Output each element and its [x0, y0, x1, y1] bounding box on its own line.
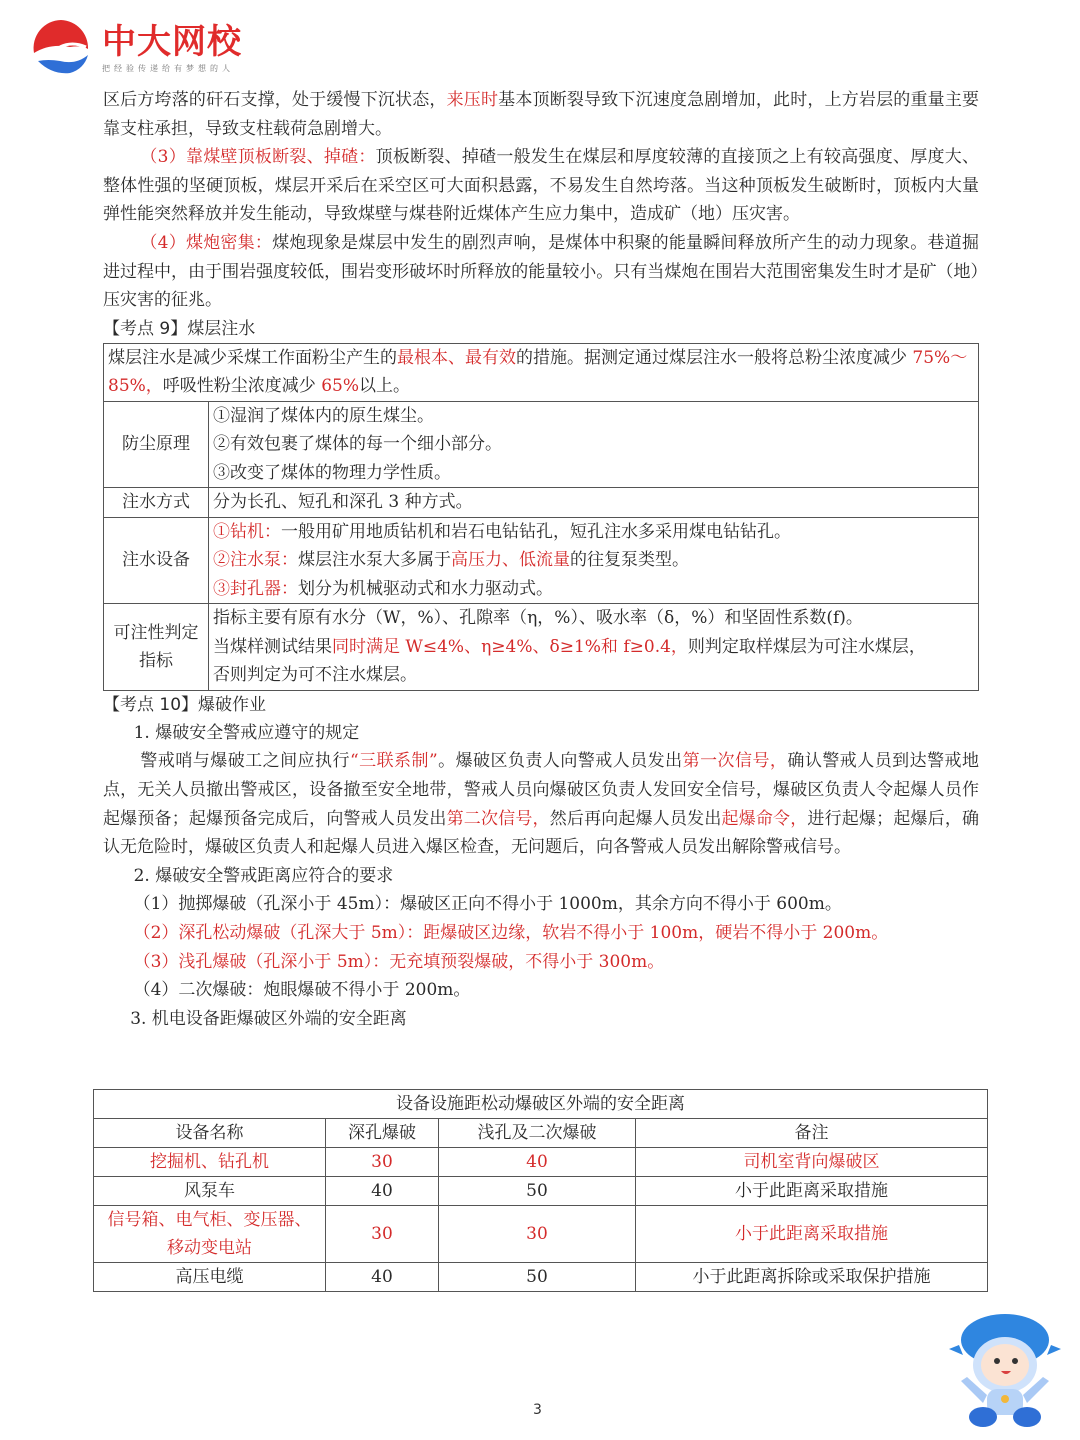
cell: 40	[439, 1148, 636, 1177]
cell: 挖掘机、钻孔机	[94, 1148, 326, 1177]
highlight: 第二次信号，	[446, 808, 550, 829]
row-label: 注水方式	[104, 488, 209, 518]
text: 基本顶断裂导致下沉速度急剧增加，此时，上方岩层的重量主要靠支柱承担，导致支柱载荷急剧增大。	[103, 90, 980, 139]
text: 区后方垮落的矸石支撑，处于缓慢下沉状态，	[103, 90, 447, 110]
line	[213, 546, 974, 575]
column-header: 备注	[636, 1119, 988, 1148]
row-content	[209, 604, 979, 691]
highlight: 65%	[321, 376, 359, 397]
highlight: ③封孔器：	[213, 578, 298, 599]
highlight: 高压力、低流量	[451, 550, 570, 571]
cell: 50	[439, 1177, 636, 1206]
cell: 小于此距离拆除或采取保护措施	[636, 1263, 988, 1292]
text: 然后再向起爆人员发出	[549, 808, 722, 829]
text: 呼吸性粉尘浓度减少	[162, 376, 322, 397]
text: 警戒哨与爆破工之间应执行	[140, 751, 350, 772]
brand-logo	[30, 18, 242, 78]
line: 否则判定为可不注水煤层。	[213, 665, 417, 686]
row-content	[209, 401, 979, 488]
document-body	[103, 86, 979, 1033]
list-item: （4）二次爆破：炮眼爆破不得小于 200m。	[133, 980, 471, 1001]
text: 。爆破区负责人向警戒人员发出	[437, 751, 683, 772]
table-row	[104, 488, 979, 518]
logo-title: 中大网校	[102, 21, 242, 62]
line	[213, 575, 974, 604]
astronaut-mascot-icon	[945, 1305, 1065, 1430]
text: 顶板断裂、掉碴一般发生在煤层和厚度较薄的直接顶之上有较高强度、厚度大、整体性强的坚硬顶板，煤层开采后在采空区可大面积悬露，不易发生自然垮落。当这种顶板发生破断时，顶板内大量弹性能突然释放并发生能动，导致煤壁与煤巷附近煤体产生应力集中，造成矿（地）压灾害。	[103, 147, 979, 225]
cell: 50	[439, 1263, 636, 1292]
section-heading-10: 【考点 10】爆破作业	[103, 694, 267, 715]
line: ③改变了煤体的物理力学性质。	[213, 462, 451, 483]
row-content	[209, 517, 979, 604]
text: 则判定取样煤层为可注水煤层，	[687, 636, 926, 657]
row-label: 可注性判定指标	[104, 604, 209, 691]
row-label: 防尘原理	[104, 401, 209, 488]
cell: 司机室背向爆破区	[636, 1148, 988, 1177]
table-row	[104, 401, 979, 488]
column-header: 深孔爆破	[326, 1119, 439, 1148]
table-row	[94, 1263, 988, 1292]
cell: 风泵车	[94, 1177, 326, 1206]
cell: 小于此距离采取措施	[636, 1177, 988, 1206]
line	[213, 518, 974, 547]
row-label: 注水设备	[104, 517, 209, 604]
coal-seam-water-injection-table	[103, 343, 979, 691]
text: 煤层注水是减少采煤工作面粉尘产生的	[108, 347, 397, 368]
list-item: （3）浅孔爆破（孔深小于 5m）：无充填预裂爆破，不得小于 300m。	[133, 951, 665, 972]
cell: 30	[326, 1148, 439, 1177]
text: 煤层注水泵大多属于	[298, 550, 451, 571]
text: 确认警戒人员到达警戒地点，无关人员撤出警戒区，设备撤至安全地带，警戒人员向爆破区负责人发回安全信号，爆破区负责人令起爆人员作起爆预备；起爆预备完成后，向警戒人员发出	[103, 751, 980, 829]
text: 的往复泵类型。	[570, 550, 689, 571]
table-caption-row	[94, 1090, 988, 1119]
line: ①湿润了煤体内的原生煤尘。	[213, 405, 434, 426]
highlight: 75%～85%，	[108, 347, 968, 397]
table-header-row	[94, 1119, 988, 1148]
cell: 30	[439, 1206, 636, 1263]
table-caption: 设备设施距松动爆破区外端的安全距离	[94, 1090, 988, 1119]
line: 指标主要有原有水分（W，%）、孔隙率（η，%）、吸水率（δ，%）和坚固性系数(f)。	[213, 608, 863, 629]
highlight: 起爆命令，	[721, 808, 808, 829]
paragraph-three-contact	[103, 747, 979, 861]
highlight: “三联系制”	[349, 751, 438, 772]
highlight: （4）煤炮密集：	[140, 232, 273, 253]
text: 一般用矿用地质钻机和岩石电钻钻孔，短孔注水多采用煤电钻钻孔。	[281, 521, 791, 542]
subsection-title-2: 2. 爆破安全警戒距离应符合的要求	[133, 865, 394, 886]
subsection-title-1: 1. 爆破安全警戒应遵守的规定	[133, 722, 360, 743]
highlight: ①钻机：	[213, 521, 281, 542]
text: 进行起爆；起爆后，确认无危险时，爆破区负责人和起爆人员进入爆区检查，无问题后，向各警戒人员发出解除警戒信号。	[103, 808, 980, 858]
cell: 30	[326, 1206, 439, 1263]
highlight: ②注水泵：	[213, 550, 298, 571]
table-row	[104, 343, 979, 401]
paragraph-coal-burst	[103, 229, 979, 315]
text: 当煤样测试结果	[213, 636, 332, 657]
cell: 40	[326, 1177, 439, 1206]
line	[213, 633, 974, 662]
cell: 信号箱、电气柜、变压器、移动变电站	[94, 1206, 326, 1263]
blasting-safety-distance-table	[93, 1089, 988, 1292]
logo-slogan: 把经验传递给有梦想的人	[102, 63, 234, 73]
table-row	[104, 517, 979, 604]
highlight: （3）靠煤壁顶板断裂、掉碴：	[140, 147, 376, 168]
table-row	[104, 604, 979, 691]
text: 以上。	[359, 376, 410, 397]
cell: 40	[326, 1263, 439, 1292]
text: 划分为机械驱动式和水力驱动式。	[298, 578, 553, 599]
highlight: 来压时	[446, 90, 499, 110]
column-header: 设备名称	[94, 1119, 326, 1148]
line: ②有效包裹了煤体的每一个细小部分。	[213, 434, 502, 455]
page-number: 3	[533, 1402, 542, 1418]
subsection-title-3: 3. 机电设备距爆破区外端的安全距离	[130, 1008, 407, 1029]
list-item: （2）深孔松动爆破（孔深大于 5m）：距爆破区边缘，软岩不得小于 100m，硬岩不得小于 200m。	[133, 922, 889, 943]
text: 煤炮现象是煤层中发生的剧烈声响，是煤体中积聚的能量瞬间释放所产生的动力现象。巷道掘进过程中，由于围岩强度较低，围岩变形破坏时所释放的能量较小。只有当煤炮在围岩大范围密集发生时才是矿（地）压灾害的征兆。	[103, 232, 979, 311]
text: 的措施。据测定通过煤层注水一般将总粉尘浓度减少	[516, 347, 913, 368]
row-content: 分为长孔、短孔和深孔 3 种方式。	[209, 488, 979, 518]
list-item: （1）抛掷爆破（孔深小于 45m）：爆破区正向不得小于 1000m，其余方向不得小于 600m。	[133, 894, 842, 915]
paragraph-roof-pressure	[103, 86, 979, 143]
table-row	[94, 1148, 988, 1177]
table-row	[94, 1177, 988, 1206]
column-header: 浅孔及二次爆破	[439, 1119, 636, 1148]
paragraph-roof-break	[103, 143, 979, 229]
section-heading-9: 【考点 9】煤层注水	[103, 318, 256, 339]
highlight: 第一次信号，	[682, 751, 788, 772]
logo-mark-icon	[30, 17, 92, 79]
highlight: 最根本、最有效	[397, 347, 516, 368]
table-intro-cell	[104, 343, 979, 401]
cell: 高压电缆	[94, 1263, 326, 1292]
table-row	[94, 1206, 988, 1263]
cell: 小于此距离采取措施	[636, 1206, 988, 1263]
highlight: 同时满足 W≤4%、η≥4%、δ≥1%和 f≥0.4，	[332, 636, 688, 657]
